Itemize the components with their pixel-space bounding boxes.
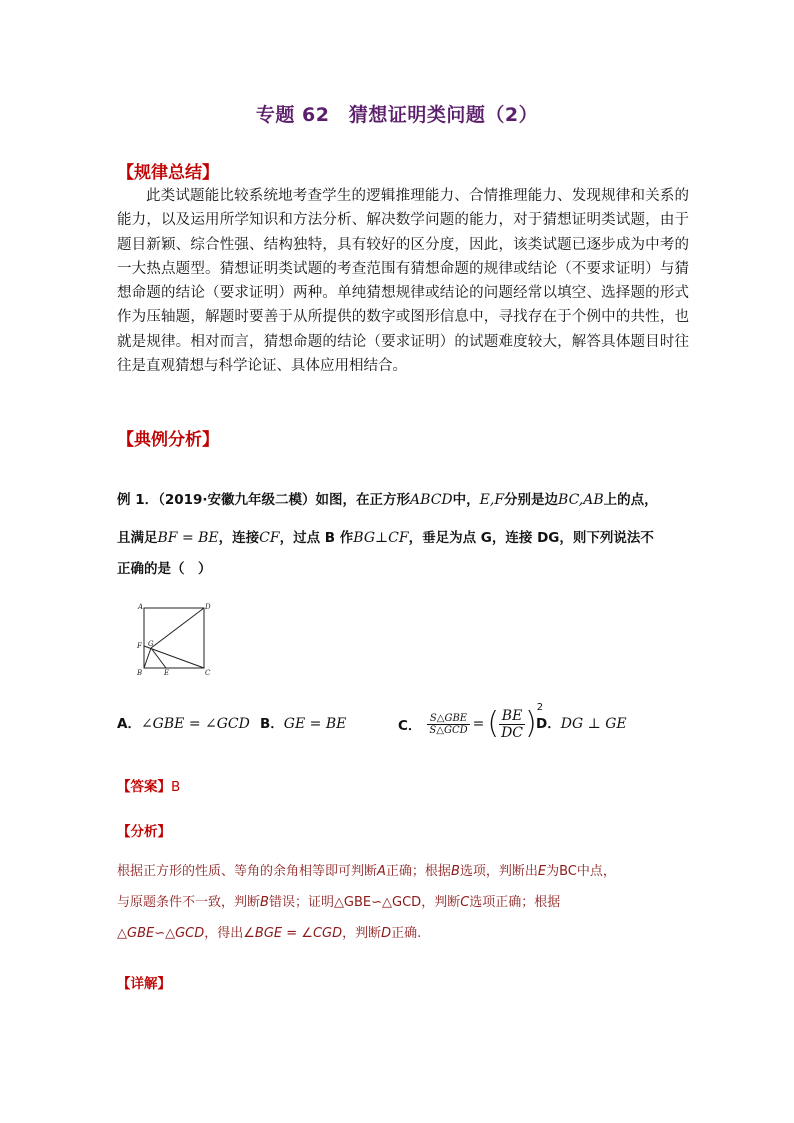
- question-text: ，连接: [218, 530, 260, 546]
- option-c-fraction-left: [427, 713, 469, 736]
- option-c-exponent: 2: [536, 702, 544, 713]
- option-c-denominator: S△GCD: [429, 724, 468, 736]
- option-c: [398, 702, 543, 746]
- example-source: （2019·安徽九年级二模）: [158, 492, 316, 508]
- analysis-line-3: [117, 918, 697, 949]
- square-figure: [134, 600, 214, 680]
- analysis-text: 错误；证明△GBE∽△GCD，判断: [268, 895, 461, 910]
- math-bcab: BC,AB: [558, 492, 604, 508]
- question-line-1: [117, 488, 697, 508]
- analysis-symbol: A: [377, 864, 386, 879]
- question-text: 中，: [452, 492, 480, 508]
- analysis-symbol: E: [537, 864, 547, 879]
- option-b-label: B．: [260, 716, 284, 732]
- math-ef: E,F: [479, 492, 505, 508]
- math-abcd: ABCD: [410, 492, 453, 508]
- question-text: 且满足: [117, 530, 158, 546]
- analysis-text: 选项，判断出: [459, 864, 538, 879]
- analysis-text: 根据正方形的性质、等角的余角相等即可判断: [117, 864, 378, 879]
- math-cf: CF: [259, 530, 280, 546]
- option-c-fraction-den: DC: [501, 724, 524, 741]
- option-c-label: C．: [398, 718, 422, 734]
- math-bgcf: BG⊥CF: [353, 530, 409, 546]
- summary-heading: 【规律总结】: [117, 163, 219, 183]
- example-heading: 【典例分析】: [117, 430, 219, 450]
- analysis-text: 与原题条件不一致，判断: [117, 895, 261, 910]
- analysis-text: ，判断: [342, 926, 382, 941]
- option-c-numerator: S△GBE: [427, 713, 469, 725]
- question-line-2: [117, 526, 697, 546]
- segment-dg: [151, 608, 204, 648]
- option-b: [260, 712, 346, 732]
- segment-bg: [144, 648, 151, 668]
- question-text: 如图，在正方形: [315, 492, 411, 508]
- page-title: 专题 62 猜想证明类问题（2）: [255, 104, 539, 126]
- answer-line: [117, 775, 180, 795]
- analysis-line-1: [117, 856, 697, 887]
- question-text: ，过点 B 作: [279, 530, 354, 546]
- question-line-3: 正确的是（ ）: [117, 561, 212, 577]
- analysis-text: 中点，: [576, 864, 616, 879]
- label-d: D: [205, 603, 211, 611]
- option-c-equals: =: [472, 716, 485, 732]
- analysis-heading-text: 【分析】: [117, 824, 171, 840]
- option-b-expr: GE = BE: [283, 716, 347, 732]
- option-c-fraction-num: BE: [499, 708, 525, 725]
- label-a: A: [138, 603, 144, 611]
- analysis-symbol: BC: [559, 864, 577, 879]
- analysis-text: ，得出: [204, 926, 244, 941]
- option-d-expr: DG ⊥ GE: [560, 716, 627, 732]
- analysis-text: 选项正确；根据: [469, 895, 561, 910]
- question-text: 上的点，: [603, 492, 658, 508]
- square-abcd: [144, 608, 204, 668]
- analysis-symbol: △GBE∽△GCD: [117, 926, 205, 941]
- analysis-symbol: B: [450, 864, 460, 879]
- analysis-text: 正确；根据: [385, 864, 451, 879]
- label-g: G: [148, 640, 154, 648]
- label-b: B: [137, 669, 143, 677]
- question-text: 分别是边: [504, 492, 559, 508]
- option-a-expr: ∠GBE = ∠GCD: [140, 716, 250, 732]
- analysis-text: 正确.: [391, 926, 422, 941]
- question-text: ，垂足为点 G，连接 DG，则下列说法不: [408, 530, 654, 546]
- option-d: [536, 712, 627, 732]
- segment-cf: [144, 646, 204, 668]
- option-c-fraction-right: [499, 708, 525, 741]
- label-c: C: [205, 669, 211, 677]
- option-a-label: A．: [117, 716, 141, 732]
- paren-left: (: [487, 706, 500, 741]
- summary-paragraph: [117, 184, 689, 378]
- analysis-symbol: C: [460, 895, 470, 910]
- option-d-label: D．: [536, 716, 561, 732]
- answer-label: 【答案】: [117, 779, 171, 795]
- option-a: [117, 712, 250, 732]
- analysis-symbol: D: [381, 926, 392, 941]
- analysis-line-2: [117, 887, 697, 918]
- summary-text: 此类试题能比较系统地考查学生的逻辑推理能力、合情推理能力、发现规律和关系的能力，以及运用所学知识和方法分析、解决数学问题的能力，对于猜想证明类试题，由于题目新颖、综合性强、结构独特，具有较好的区分度，因此，该类试题已逐步成为中考的一大热点题型。猜想证明类试题的考查范围有猜想命题的规律或结论（不要求证明）与猜想命题的结论（要求证明）两种。单纯猜想规律或结论的问题经常以填空、选择题的形式作为压轴题，解题时要善于从所提供的数字或图形信息中，寻找存在于个例中的共性，也就是规律。相对而言，猜想命题的结论（要求证明）的试题难度较大，解答具体题目时往往是直观猜想与科学论证、具体应用相结合。: [117, 188, 689, 375]
- analysis-symbol: B: [260, 895, 269, 910]
- label-e: E: [164, 669, 170, 677]
- paren-right: ): [525, 706, 537, 741]
- math-bfbe: BF = BE: [157, 530, 219, 546]
- analysis-heading: [117, 820, 171, 840]
- analysis-symbol: ∠BGE = ∠CGD: [243, 926, 343, 941]
- analysis-block: [117, 856, 697, 949]
- analysis-text: 为: [546, 864, 560, 879]
- label-f: F: [137, 642, 142, 650]
- detail-heading: [117, 972, 171, 992]
- answer-value: B: [171, 779, 181, 795]
- detail-heading-text: 【详解】: [117, 976, 171, 992]
- example-label: 例 1．: [117, 492, 159, 508]
